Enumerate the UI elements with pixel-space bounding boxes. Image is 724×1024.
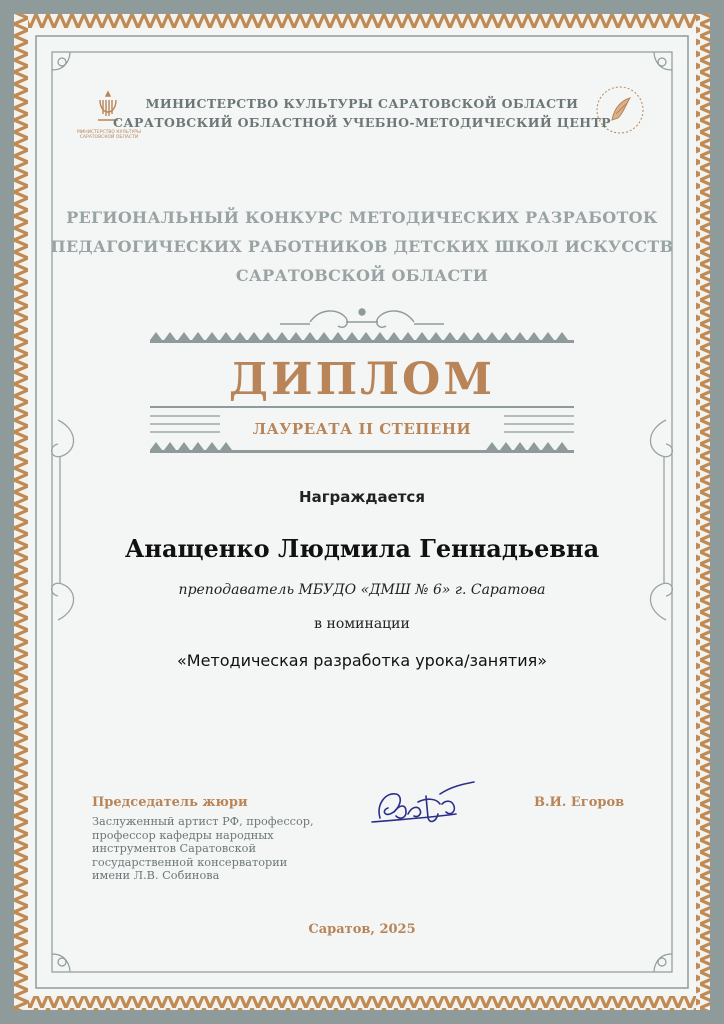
contest-title-line1: РЕГИОНАЛЬНЫЙ КОНКУРС МЕТОДИЧЕСКИХ РАЗРАБОТОК [66,208,658,227]
jury-desc-line: профессор кафедры народных [92,828,274,842]
jury-desc-line: Заслуженный артист РФ, профессор, [92,815,314,828]
signature-image [366,774,478,834]
jury-desc-line: государственной консерватории [92,855,288,869]
jury-desc-line: инструментов Саратовской [92,842,256,856]
nomination-intro: в номинации [314,616,410,632]
contest-title-line2: ПЕДАГОГИЧЕСКИХ РАБОТНИКОВ ДЕТСКИХ ШКОЛ ИСКУССТВ [50,237,674,256]
jury-chair-title: Председатель жюри [92,795,248,810]
jury-chair-description [92,815,332,883]
recipient-name: Анащенко Людмила Геннадьевна [124,534,600,563]
diploma-title: ДИПЛОМ [228,354,496,405]
ornament-top [150,300,574,360]
ministry-logo-caption: МИНИСТЕРСТВО КУЛЬТУРЫ САРАТОВСКОЙ ОБЛАСТИ [77,130,141,140]
jury-chair-name: В.И. Егоров [534,795,625,810]
nomination-title: «Методическая разработка урока/занятия» [176,651,548,670]
header-ministry: МИНИСТЕРСТВО КУЛЬТУРЫ САРАТОВСКОЙ ОБЛАСТИ [145,96,579,111]
city-year: Саратов, 2025 [308,922,416,937]
header-center: САРАТОВСКИЙ ОБЛАСТНОЙ УЧЕБНО-МЕТОДИЧЕСКИЙ ЦЕНТР [113,115,611,130]
jury-desc-line: имени Л.В. Собинова [92,869,220,883]
diploma-degree: ЛАУРЕАТА II СТЕПЕНИ [252,420,472,438]
recipient-position: преподаватель МБУДО «ДМШ № 6» г. Саратова [178,582,546,598]
awarded-label: Награждается [299,488,425,506]
contest-title-line3: САРАТОВСКОЙ ОБЛАСТИ [235,266,489,285]
